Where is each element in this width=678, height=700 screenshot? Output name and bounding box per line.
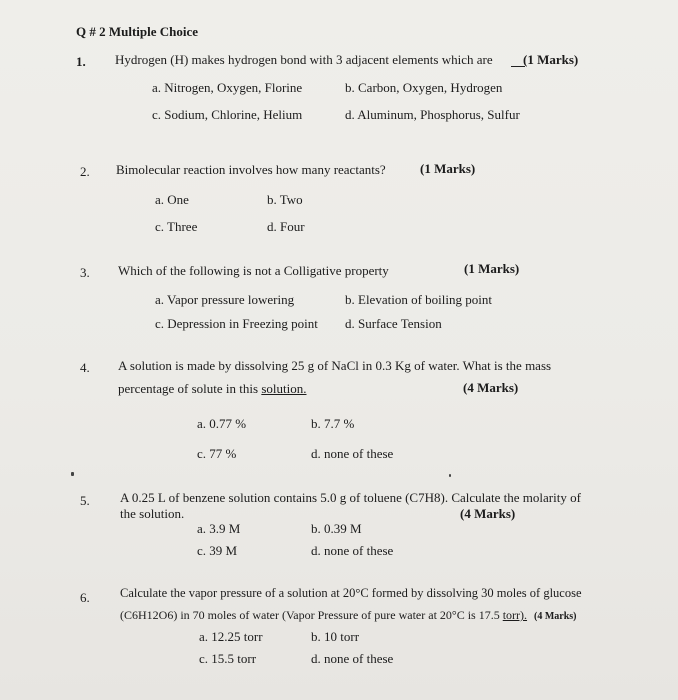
q4-text-line1: A solution is made by dissolving 25 g of NaCl in 0.3 Kg of water. What is the mass	[118, 358, 552, 373]
q2-option-b[interactable]: b. Two	[267, 192, 303, 207]
q2-option-c[interactable]: c. Three	[155, 219, 198, 234]
pen-mark	[71, 472, 74, 476]
q1-option-a[interactable]: a. Nitrogen, Oxygen, Florine	[152, 80, 303, 95]
q1-marks: (1 Marks)	[523, 52, 579, 67]
q1-option-c[interactable]: c. Sodium, Chlorine, Helium	[152, 107, 303, 122]
q4-marks: (4 Marks)	[463, 380, 519, 395]
q2-option-d[interactable]: d. Four	[267, 219, 305, 234]
q1-option-d[interactable]: d. Aluminum, Phosphorus, Sulfur	[345, 107, 520, 122]
q6-option-a[interactable]: a. 12.25 torr	[199, 629, 263, 644]
q2-text: Bimolecular reaction involves how many reactants?	[116, 162, 386, 177]
q3-option-a[interactable]: a. Vapor pressure lowering	[155, 292, 295, 307]
q3-option-c[interactable]: c. Depression in Freezing point	[155, 316, 318, 331]
q1-number: 1.	[76, 54, 86, 69]
q3-text: Which of the following is not a Colligative property	[118, 263, 389, 278]
q4-option-d[interactable]: d. none of these	[311, 446, 394, 461]
pen-mark	[449, 474, 451, 477]
q6-option-d[interactable]: d. none of these	[311, 651, 394, 666]
q6-text-line1: Calculate the vapor pressure of a solution at 20°C formed by dissolving 30 moles of glucose	[120, 586, 582, 600]
q4-option-b[interactable]: b. 7.7 %	[311, 416, 355, 431]
section-header: Q # 2 Multiple Choice	[76, 24, 199, 39]
q2-marks: (1 Marks)	[420, 161, 476, 176]
q6-text-line2: (C6H12O6) in 70 moles of water (Vapor Pressure of pure water at 20°C is 17.5 torr).	[120, 608, 528, 622]
q3-number: 3.	[80, 265, 90, 280]
q4-option-a[interactable]: a. 0.77 %	[197, 416, 247, 431]
q6-marks: (4 Marks)	[534, 611, 577, 622]
q2-number: 2.	[80, 164, 90, 179]
q5-option-b[interactable]: b. 0.39 M	[311, 521, 362, 536]
q4-option-c[interactable]: c. 77 %	[197, 446, 237, 461]
q5-text-line2: the solution.	[120, 506, 185, 521]
q3-marks: (1 Marks)	[464, 261, 520, 276]
q6-option-c[interactable]: c. 15.5 torr	[199, 651, 257, 666]
q2-option-a[interactable]: a. One	[155, 192, 189, 207]
q1-option-b[interactable]: b. Carbon, Oxygen, Hydrogen	[345, 80, 503, 95]
q5-option-c[interactable]: c. 39 M	[197, 543, 238, 558]
q1-text: Hydrogen (H) makes hydrogen bond with 3 adjacent elements which are	[115, 52, 493, 67]
q3-option-b[interactable]: b. Elevation of boiling point	[345, 292, 492, 307]
q5-option-a[interactable]: a. 3.9 M	[197, 521, 241, 536]
q4-text-line2: percentage of solute in this solution.	[118, 381, 307, 396]
q5-option-d[interactable]: d. none of these	[311, 543, 394, 558]
q4-number: 4.	[80, 360, 90, 375]
q6-number: 6.	[80, 590, 90, 605]
q3-option-d[interactable]: d. Surface Tension	[345, 316, 442, 331]
q6-option-b[interactable]: b. 10 torr	[311, 629, 360, 644]
q5-marks: (4 Marks)	[460, 506, 516, 521]
q5-text-line1: A 0.25 L of benzene solution contains 5.0 g of toluene (C7H8). Calculate the molarity of	[120, 490, 581, 505]
q5-number: 5.	[80, 493, 90, 508]
